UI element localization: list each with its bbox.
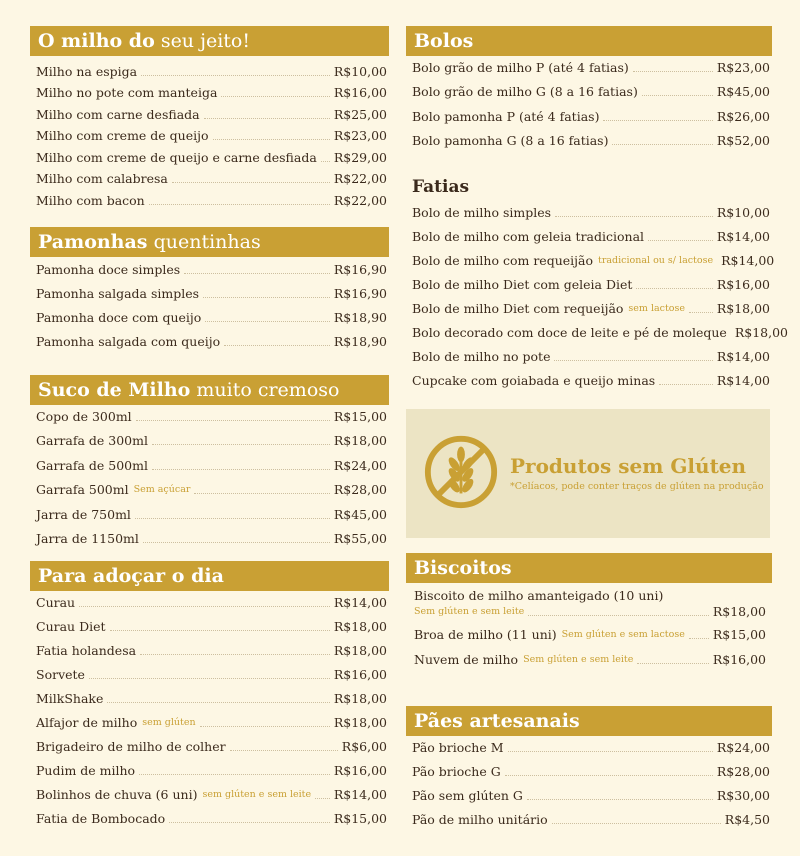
item-price: R$10,00 <box>716 204 770 220</box>
leader-dots <box>139 774 330 775</box>
item-name: Milho com creme de queijo e carne desfiada <box>36 149 317 165</box>
list-item <box>30 258 389 280</box>
item-price: R$18,00 <box>734 324 788 340</box>
list-item <box>406 760 772 782</box>
item-price: R$16,90 <box>333 285 387 301</box>
item-name: Pão de milho unitário <box>412 811 548 827</box>
item-name: Milho na espiga <box>36 63 138 79</box>
leader-dots <box>184 273 330 274</box>
list-item <box>30 282 389 304</box>
leader-dots <box>689 312 713 313</box>
list-item <box>30 759 389 781</box>
list-item <box>408 623 768 645</box>
leader-dots <box>528 615 709 616</box>
list-item <box>406 345 772 367</box>
leader-dots <box>135 518 330 519</box>
leader-dots <box>554 360 712 361</box>
leader-dots <box>110 630 330 631</box>
list-item <box>30 528 389 550</box>
section-title: O milho do seu jeito! <box>30 26 389 56</box>
list-item <box>30 807 389 829</box>
item-name: Sorvete <box>36 666 85 682</box>
item-name: Pamonha doce com queijo <box>36 309 202 325</box>
item-name: Milho com carne desfiada <box>36 106 200 122</box>
item-name: Milho no pote com manteiga <box>36 85 218 100</box>
list-item <box>30 735 389 757</box>
leader-dots <box>213 139 330 140</box>
leader-dots <box>642 95 713 96</box>
section-fatias <box>406 174 788 394</box>
item-price: R$18,90 <box>333 309 387 325</box>
item-price: R$18,00 <box>712 603 766 619</box>
leader-dots <box>508 751 713 752</box>
item-name: Bolo de milho Diet com geleia Diet <box>412 276 633 292</box>
item-price: R$18,00 <box>333 642 387 658</box>
item-price: R$28,00 <box>333 482 387 497</box>
item-name: Milho com calabresa <box>36 171 168 186</box>
item-name: Pamonha doce simples <box>36 261 181 277</box>
item-name: Alfajor de milho <box>36 714 138 730</box>
item-price: R$55,00 <box>333 531 387 546</box>
item-name: Pão sem glúten G <box>412 787 523 803</box>
section-title: Pamonhas quentinhas <box>30 227 389 257</box>
section-title: Para adoçar o dia <box>30 561 389 591</box>
item-name: Bolo de milho com requeijão <box>412 252 594 268</box>
item-note: Sem glúten e sem lactose <box>561 628 685 640</box>
list-item <box>30 663 389 685</box>
item-price: R$15,00 <box>333 408 387 424</box>
leader-dots <box>230 750 338 751</box>
item-price: R$10,00 <box>333 63 387 79</box>
list-item <box>406 784 772 806</box>
section-title: Suco de Milho muito cremoso <box>30 375 389 405</box>
item-name: Curau <box>36 594 76 610</box>
leader-dots <box>221 96 329 97</box>
list-item <box>406 105 772 127</box>
item-price: R$16,00 <box>333 85 387 100</box>
leader-dots <box>143 542 330 543</box>
leader-dots <box>315 798 330 799</box>
item-name: Garrafa de 300ml <box>36 433 148 448</box>
item-price: R$26,00 <box>716 108 770 124</box>
item-name: Bolo pamonha P (até 4 fatias) <box>412 108 600 124</box>
leader-dots <box>152 444 330 445</box>
item-price: R$18,00 <box>333 714 387 730</box>
item-name: Brigadeiro de milho de colher <box>36 738 226 754</box>
item-price: R$45,00 <box>716 84 770 99</box>
item-price: R$30,00 <box>716 787 770 803</box>
list-item <box>406 249 775 271</box>
item-price: R$16,00 <box>716 276 770 292</box>
item-name: Copo de 300ml <box>36 408 132 424</box>
item-price: R$14,00 <box>333 594 387 610</box>
section-pamonhas <box>30 227 389 352</box>
section-title: Fatias <box>412 177 470 197</box>
leader-dots <box>612 144 712 145</box>
list-item <box>30 60 389 82</box>
item-name: Pão brioche M <box>412 739 504 755</box>
list-item <box>406 225 772 247</box>
item-price: R$14,00 <box>716 228 770 244</box>
item-name: Bolo decorado com doce de leite e pé de moleque <box>412 324 727 340</box>
list-item <box>30 330 389 352</box>
item-price: R$28,00 <box>716 763 770 779</box>
list-item <box>30 189 389 211</box>
list-item <box>30 430 389 452</box>
leader-dots <box>659 384 713 385</box>
leader-dots <box>89 678 330 679</box>
item-price: R$22,00 <box>333 192 387 208</box>
list-item <box>30 405 389 427</box>
item-name: Curau Diet <box>36 618 106 634</box>
item-price: R$15,00 <box>333 810 387 826</box>
leader-dots <box>140 654 330 655</box>
item-name: Cupcake com goiabada e queijo minas <box>412 372 656 388</box>
item-name: Bolo de milho simples <box>412 204 552 220</box>
item-name: Fatia de Bombocado <box>36 810 166 826</box>
leader-dots <box>636 288 712 289</box>
section-title: Biscoitos <box>406 553 772 583</box>
list-item <box>408 600 768 622</box>
leader-dots <box>689 638 709 639</box>
item-name: Pudim de milho <box>36 762 136 778</box>
leader-dots <box>200 726 330 727</box>
leader-dots <box>552 823 721 824</box>
item-name: Jarra de 750ml <box>36 506 131 522</box>
item-price: R$18,00 <box>333 618 387 634</box>
item-name: Milho com bacon <box>36 192 145 208</box>
leader-dots <box>152 469 330 470</box>
item-note: Sem glúten e sem leite <box>414 605 525 617</box>
list-item <box>30 168 389 190</box>
item-price: R$23,00 <box>716 59 770 75</box>
item-price: R$25,00 <box>333 106 387 122</box>
leader-dots <box>648 240 713 241</box>
item-price: R$16,90 <box>333 261 387 277</box>
list-item <box>30 103 389 125</box>
item-name: Pão brioche G <box>412 763 501 779</box>
list-item <box>30 639 389 661</box>
item-price: R$45,00 <box>333 506 387 522</box>
item-name: Bolo pamonha G (8 a 16 fatias) <box>412 133 609 148</box>
item-price: R$14,00 <box>333 786 387 802</box>
item-name: Pamonha salgada com queijo <box>36 333 221 349</box>
leader-dots <box>603 120 712 121</box>
leader-dots <box>172 182 330 183</box>
leader-dots <box>555 216 713 217</box>
no-wheat-icon <box>422 433 500 511</box>
item-name: Garrafa de 500ml <box>36 457 148 473</box>
leader-dots <box>204 118 330 119</box>
item-name: Nuvem de milho <box>414 651 519 667</box>
item-price: R$14,00 <box>716 348 770 364</box>
item-name: Biscoito de milho amanteigado (10 uni) <box>414 587 664 603</box>
leader-dots <box>527 799 713 800</box>
list-item <box>406 736 772 758</box>
item-price: R$24,00 <box>716 739 770 755</box>
leader-dots <box>637 663 708 664</box>
list-item <box>30 306 389 328</box>
leader-dots <box>224 345 330 346</box>
section-suco <box>30 375 389 550</box>
item-price: R$15,00 <box>712 626 766 642</box>
list-item <box>30 146 389 168</box>
item-price: R$6,00 <box>341 738 387 754</box>
list-item <box>406 369 772 391</box>
item-name: Bolo grão de milho P (até 4 fatias) <box>412 59 629 75</box>
section-title: Bolos <box>406 26 772 56</box>
list-item <box>30 503 389 525</box>
item-price: R$16,00 <box>333 762 387 778</box>
section-milho <box>30 26 389 211</box>
item-name: Bolo de milho com geleia tradicional <box>412 228 645 244</box>
item-name: Bolo de milho no pote <box>412 348 551 364</box>
list-item <box>30 783 389 805</box>
leader-dots <box>136 420 330 421</box>
gluten-free-title: Produtos sem Glúten <box>510 454 747 478</box>
item-note: Sem açúcar <box>133 484 191 495</box>
leader-dots <box>79 606 330 607</box>
list-item <box>406 130 772 152</box>
item-name: Fatia holandesa <box>36 642 137 658</box>
item-price: R$52,00 <box>716 133 770 148</box>
item-price: R$4,50 <box>724 811 770 827</box>
item-name: Bolo de milho Diet com requeijão <box>412 300 624 316</box>
leader-dots <box>205 321 330 322</box>
list-item <box>30 479 389 501</box>
list-item <box>30 454 389 476</box>
item-name: MilkShake <box>36 690 104 706</box>
item-name: Jarra de 1150ml <box>36 531 139 546</box>
item-price: R$14,00 <box>721 252 775 268</box>
list-item <box>406 808 772 830</box>
gluten-free-note: *Celíacos, pode conter traços de glúten na produção <box>510 481 764 492</box>
section-adocar <box>30 561 389 831</box>
list-item <box>30 711 389 733</box>
list-item <box>30 591 389 613</box>
item-name: Bolinhos de chuva (6 uni) <box>36 786 198 802</box>
item-price: R$22,00 <box>333 171 387 186</box>
list-item <box>406 201 772 223</box>
gluten-free-banner <box>406 409 770 538</box>
item-name: Milho com creme de queijo <box>36 128 209 143</box>
item-price: R$23,00 <box>333 128 387 143</box>
item-price: R$18,00 <box>333 433 387 448</box>
leader-dots <box>107 702 329 703</box>
list-item <box>406 273 772 295</box>
item-price: R$16,00 <box>712 651 766 667</box>
leader-dots <box>194 493 329 494</box>
list-item <box>30 615 389 637</box>
item-price: R$18,00 <box>333 690 387 706</box>
item-name: Pamonha salgada simples <box>36 285 200 301</box>
item-price: R$24,00 <box>333 457 387 473</box>
leader-dots <box>149 204 330 205</box>
list-item <box>406 297 772 319</box>
leader-dots <box>633 71 713 72</box>
leader-dots <box>505 775 713 776</box>
section-title: Pães artesanais <box>406 706 772 736</box>
section-paes <box>406 706 772 836</box>
item-name: Broa de milho (11 uni) <box>414 626 557 642</box>
item-name: Bolo grão de milho G (8 a 16 fatias) <box>412 84 638 99</box>
list-item <box>30 687 389 709</box>
item-price: R$18,00 <box>716 300 770 316</box>
list-item <box>406 321 788 343</box>
leader-dots <box>169 822 330 823</box>
item-price: R$18,90 <box>333 333 387 349</box>
item-price: R$16,00 <box>333 666 387 682</box>
section-bolos <box>406 26 772 156</box>
leader-dots <box>321 161 330 162</box>
list-item <box>30 125 389 147</box>
item-note: sem glúten <box>142 716 196 728</box>
list-item <box>406 56 772 78</box>
list-item <box>30 82 389 104</box>
leader-dots <box>141 75 330 76</box>
item-note: sem lactose <box>628 302 686 314</box>
item-note: Sem glúten e sem leite <box>523 653 634 665</box>
item-note: sem glúten e sem leite <box>202 788 312 800</box>
item-note: tradicional ou s/ lactose <box>598 254 714 266</box>
item-name: Garrafa 500ml <box>36 482 129 497</box>
item-price: R$29,00 <box>333 149 387 165</box>
list-item <box>408 648 768 670</box>
leader-dots <box>203 297 330 298</box>
list-item <box>406 81 772 103</box>
item-price: R$14,00 <box>716 372 770 388</box>
